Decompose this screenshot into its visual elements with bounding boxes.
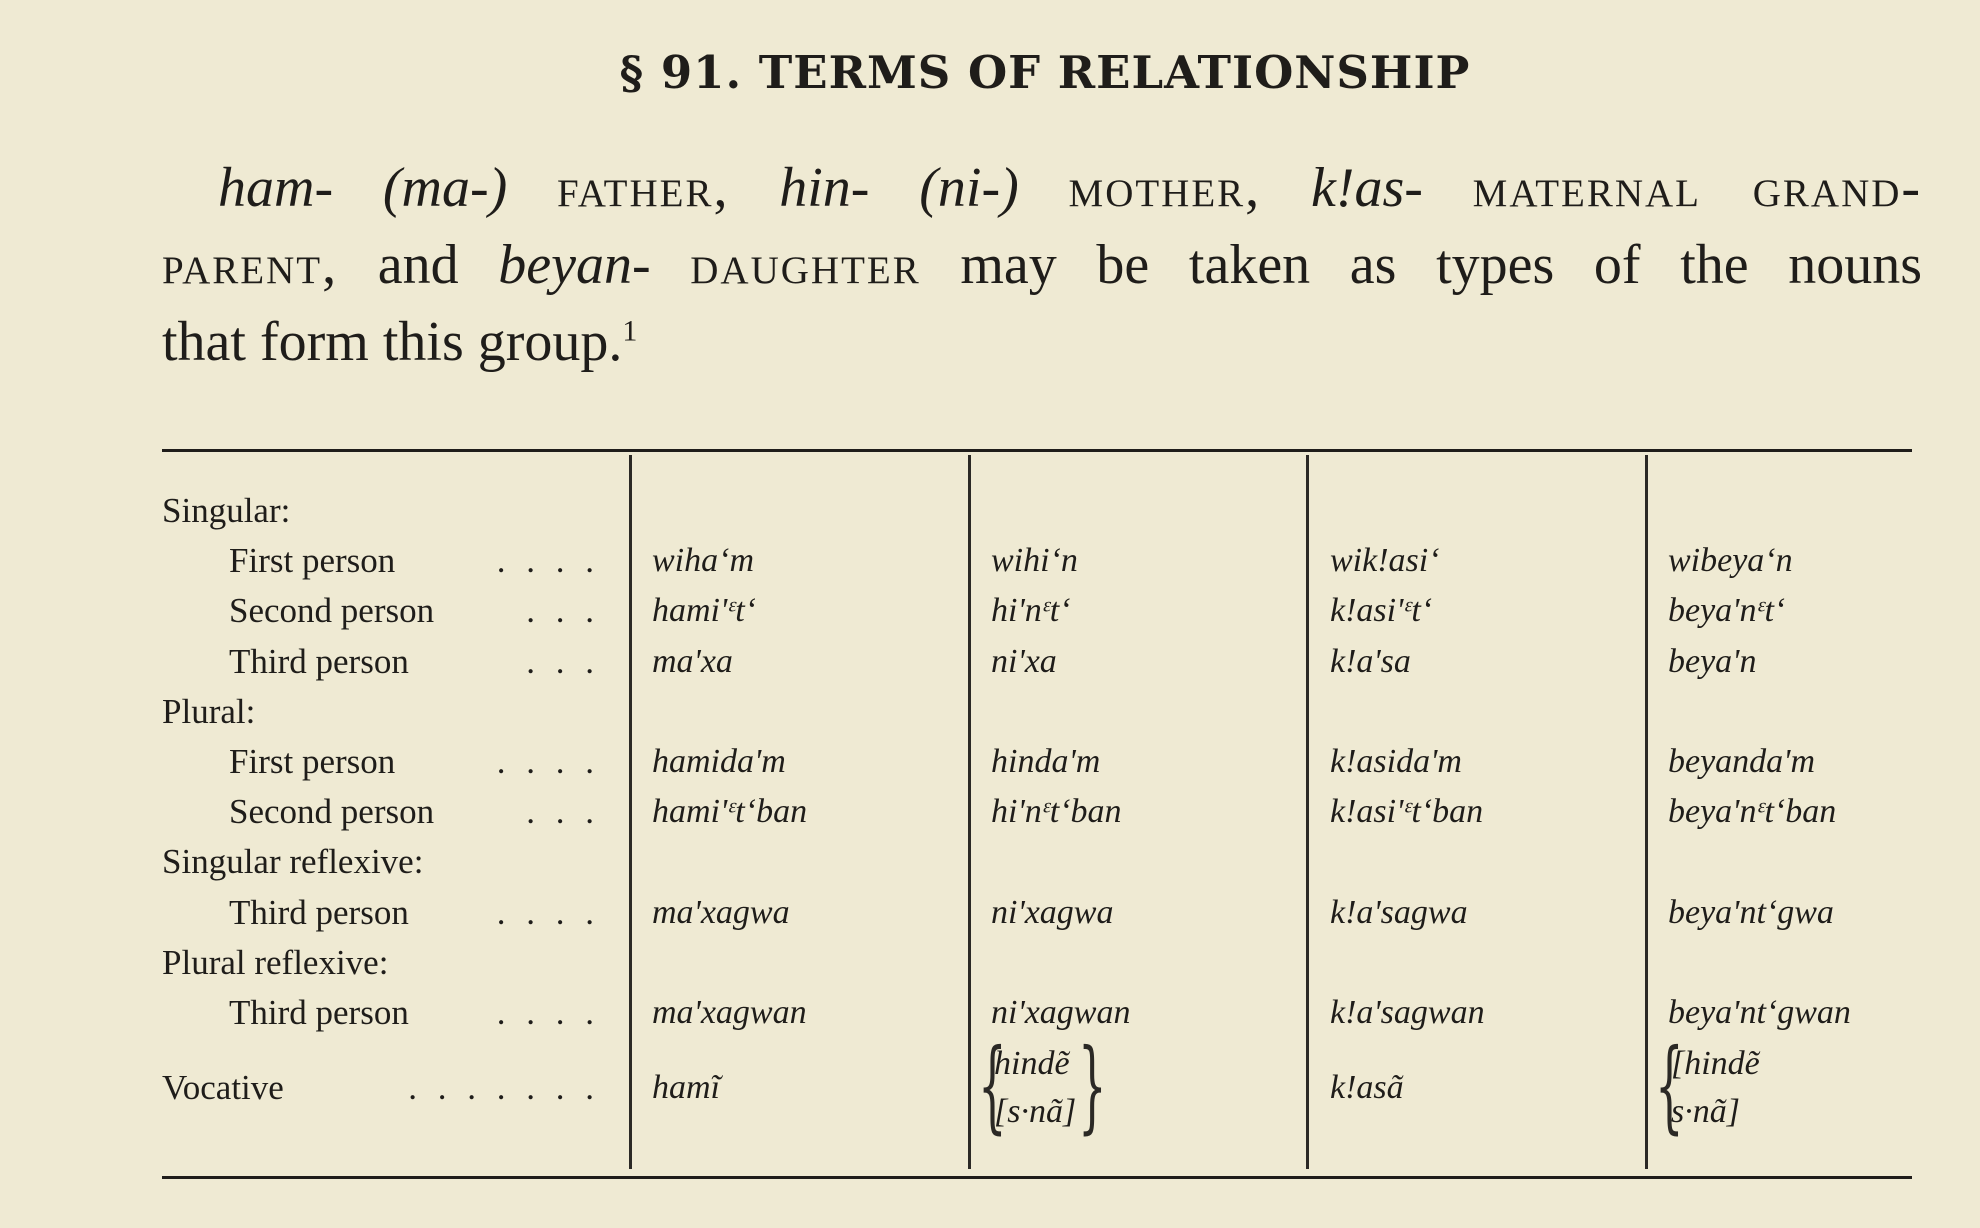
text-and: and	[377, 234, 459, 296]
table-row	[0, 837, 1980, 887]
right-brace: }	[1078, 1027, 1107, 1144]
leader-dots: . . . .	[496, 541, 600, 581]
table-cell: ma'xagwa	[652, 893, 790, 931]
table-top-rule	[162, 449, 1912, 452]
row-label: First person	[229, 541, 396, 581]
table-cell: ma'xa	[652, 642, 733, 680]
row-label: Vocative	[162, 1068, 284, 1107]
table-cell: ni'xagwan	[991, 994, 1131, 1031]
table-row	[0, 938, 1980, 988]
gloss-daughter: daughter	[690, 234, 921, 296]
table-cell: wihi‘n	[991, 542, 1078, 580]
vocative-cell-bracketed	[978, 1027, 1107, 1144]
table-cell: beyanda'm	[1668, 743, 1816, 780]
gloss-maternal-grand: maternal grand-	[1472, 157, 1923, 219]
table-cell: k!asã	[1330, 1069, 1404, 1106]
row-label: Plural:	[162, 691, 256, 731]
row-label: Third person	[229, 641, 409, 681]
term-kas: k!as-	[1310, 157, 1423, 219]
leader-dots: . . . .	[496, 742, 600, 781]
row-label: First person	[229, 742, 396, 781]
para-line-1	[162, 150, 1922, 227]
row-label: Second person	[229, 792, 435, 832]
gloss-father: father,	[557, 157, 730, 219]
gloss-mother: mother,	[1068, 157, 1262, 219]
table-cell: hindẽ	[994, 1045, 1070, 1082]
table-cell: k!a'sa	[1330, 642, 1411, 680]
table-cell: wibeya‘n	[1668, 542, 1793, 580]
table-row	[0, 637, 1980, 687]
table-cell: ni'xagwa	[991, 893, 1114, 931]
table-cell: k!asi'ᵋt‘ban	[1330, 793, 1484, 831]
table-cell: s·nã]	[1671, 1093, 1740, 1130]
table-row	[0, 486, 1980, 536]
term-ma: (ma-)	[382, 157, 508, 219]
table-cell: ni'xa	[991, 642, 1057, 680]
footnote-ref: 1	[622, 314, 638, 348]
table-cell: beya'n	[1668, 642, 1757, 680]
left-brace: {	[1655, 1027, 1684, 1144]
table-row	[0, 737, 1980, 787]
text-group: that form this group.	[162, 311, 623, 373]
left-brace: {	[978, 1027, 1007, 1144]
table-cell: [hindẽ	[1671, 1045, 1760, 1082]
leader-dots: . . .	[526, 641, 600, 681]
term-beyan: beyan-	[498, 234, 651, 296]
table-cell: hami'ᵋt‘	[652, 592, 757, 630]
table-cell: [s·nã]	[994, 1093, 1077, 1130]
table-cell: k!a'sagwan	[1330, 994, 1485, 1031]
row-label: Plural reflexive:	[162, 942, 389, 982]
row-label: Second person	[229, 591, 435, 631]
table-cell: hi'nᵋt‘	[991, 592, 1071, 630]
table-bottom-rule	[162, 1176, 1912, 1179]
table-cell: beya'nᵋt‘ban	[1668, 793, 1837, 831]
para-line-3	[162, 304, 1922, 381]
term-ni: (ni-)	[919, 157, 1019, 219]
table-cell: k!asida'm	[1330, 743, 1462, 780]
leader-dots: . . .	[526, 792, 600, 832]
table-cell: hamida'm	[652, 743, 786, 780]
term-ham: ham-	[218, 157, 334, 219]
table-cell: k!a'sagwa	[1330, 893, 1468, 931]
table-row	[0, 586, 1980, 636]
leader-dots: . . .	[526, 591, 600, 631]
table-cell: hi'nᵋt‘ban	[991, 793, 1122, 831]
table-row	[0, 687, 1980, 737]
table-cell: wik!asi‘	[1330, 542, 1440, 580]
table-cell: k!asi'ᵋt‘	[1330, 592, 1433, 630]
table-cell: beya'nᵋt‘	[1668, 592, 1786, 630]
table-cell: hami'ᵋt‘ban	[652, 793, 808, 831]
leader-dots: . . . . . . .	[408, 1068, 600, 1107]
row-label: Third person	[229, 892, 409, 932]
vocative-cell-bracketed	[1655, 1027, 1835, 1144]
table-cell: wiha‘m	[652, 542, 754, 580]
gloss-parent: parent,	[162, 234, 339, 296]
row-label: Singular:	[162, 491, 291, 530]
term-hin: hin-	[779, 157, 870, 219]
row-label: Singular reflexive:	[162, 842, 424, 882]
table-cell: hamĩ	[652, 1069, 720, 1106]
leader-dots: . . . .	[496, 993, 600, 1032]
table-cell: beya'nt‘gwan	[1668, 994, 1851, 1031]
table-cell: ma'xagwan	[652, 994, 807, 1031]
section-heading: § 91. TERMS OF RELATIONSHIP	[619, 46, 1471, 99]
intro-paragraph	[162, 150, 1922, 381]
para-line-2	[162, 227, 1922, 304]
table-cell: hinda'm	[991, 743, 1101, 780]
table-cell: beya'nt‘gwa	[1668, 893, 1834, 931]
table-row	[0, 787, 1980, 837]
row-label: Third person	[229, 993, 409, 1032]
table-row	[0, 888, 1980, 938]
text-types: may be taken as types of the nouns	[960, 234, 1923, 296]
table-row	[0, 536, 1980, 586]
leader-dots: . . . .	[496, 892, 600, 932]
